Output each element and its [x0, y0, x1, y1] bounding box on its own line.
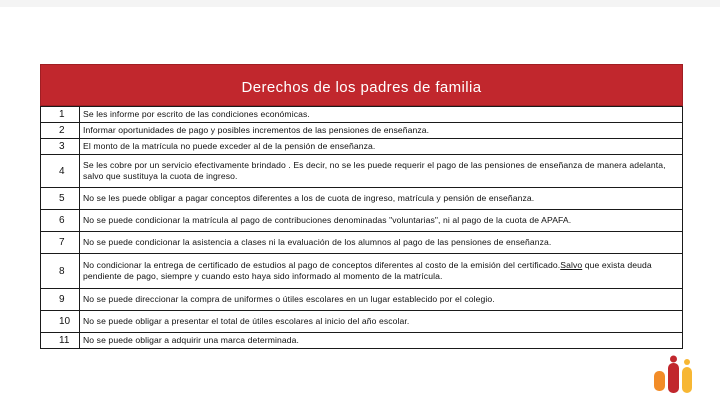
- row-number: 10: [41, 311, 80, 333]
- row-number: 8: [41, 254, 80, 289]
- row-text: Se les informe por escrito de las condiciones económicas.: [80, 107, 683, 123]
- table-row: [41, 254, 683, 289]
- row-number: 1: [41, 107, 80, 123]
- row-text: No se puede condicionar la matrícula al pago de contribuciones denominadas "voluntarias", ni al pago de la cuota de APAFA.: [80, 210, 683, 232]
- row-text: No se puede obligar a adquirir una marca determinada.: [80, 333, 683, 349]
- table-row: [41, 311, 683, 333]
- row-text: El monto de la matrícula no puede exceder al de la pensión de enseñanza.: [80, 139, 683, 155]
- row-text: No se puede condicionar la asistencia a clases ni la evaluación de los alumnos al pago de las pensiones de enseñanza.: [80, 232, 683, 254]
- row-number: 11: [41, 333, 80, 349]
- table-row: [41, 107, 683, 123]
- row-text: Informar oportunidades de pago y posibles incrementos de las pensiones de enseñanza.: [80, 123, 683, 139]
- row-text: No se puede direccionar la compra de uniformes o útiles escolares en un lugar establecido por el colegio.: [80, 289, 683, 311]
- row-number: 4: [41, 155, 80, 188]
- row-text-underlined: Salvo: [560, 260, 583, 270]
- row-number: 9: [41, 289, 80, 311]
- row-text: No se les puede obligar a pagar conceptos diferentes a los de cuota de ingreso, matrícula y pensión de enseñanza.: [80, 188, 683, 210]
- table-row: [41, 139, 683, 155]
- row-number: 7: [41, 232, 80, 254]
- row-number: 3: [41, 139, 80, 155]
- row-text: [80, 254, 683, 289]
- title-banner: [40, 64, 683, 106]
- row-number: 6: [41, 210, 80, 232]
- table-row: [41, 210, 683, 232]
- row-text-start: No condicionar la entrega de certificado de estudios al pago de conceptos diferentes al costo de la emisión del certificado.: [83, 260, 561, 270]
- row-number: 2: [41, 123, 80, 139]
- row-text: No se puede obligar a presentar el total de útiles escolares al inicio del año escolar.: [80, 311, 683, 333]
- table-row: [41, 188, 683, 210]
- row-text: Se les cobre por un servicio efectivamente brindado . Es decir, no se les puede requerir el pago de las pensiones de enseñanza de manera adelanta, salvo que sustituya la cuota de ingreso.: [80, 155, 683, 188]
- table-row: [41, 289, 683, 311]
- rights-table: [40, 106, 683, 349]
- page-title: Derechos de los padres de familia: [241, 79, 482, 96]
- brand-logo-icon: [652, 355, 696, 397]
- table-row: [41, 155, 683, 188]
- table-row: [41, 232, 683, 254]
- row-number: 5: [41, 188, 80, 210]
- top-strip: [0, 0, 720, 7]
- row-text-end: que exista deuda pendiente de pago, siempre y cuando esto haya sido informado al momento de la matrícula.: [83, 260, 652, 281]
- table-row: [41, 123, 683, 139]
- table-row: [41, 333, 683, 349]
